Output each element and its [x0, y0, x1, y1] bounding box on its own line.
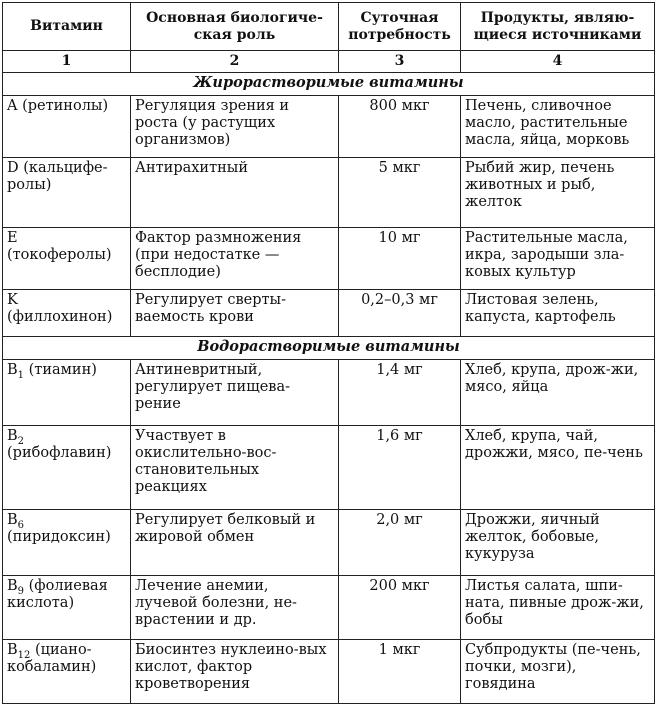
role-cell: Регулирует белковый и жировой обмен: [131, 510, 339, 576]
vitamin-cell: [3, 157, 131, 227]
vitamin-letter: E: [7, 229, 18, 246]
header-role: Основная биологиче-ская роль: [131, 3, 339, 51]
dose-cell: 10 мг: [339, 227, 461, 289]
vitamin-letter: A: [7, 97, 18, 114]
vitamin-name: (пиридоксин): [7, 529, 111, 546]
vitamin-name: (кальцифе-ролы): [7, 159, 108, 193]
dose-cell: 2,0 мг: [339, 510, 461, 576]
dose-cell: 800 мкг: [339, 95, 461, 157]
vitamin-letter: K: [7, 291, 18, 308]
sources-cell: Растительные масла, икра, зародыши зла-ковых культур: [461, 227, 655, 289]
column-number: 4: [461, 51, 655, 73]
sources-cell: Дрожжи, яичный желток, бобовые, кукуруза: [461, 510, 655, 576]
vitamin-cell: [3, 510, 131, 576]
vitamin-subscript: 9: [17, 585, 25, 597]
dose-cell: 1,4 мг: [339, 359, 461, 425]
vitamin-subscript: 6: [17, 520, 25, 531]
table-row: [3, 576, 655, 640]
sources-cell: Хлеб, крупа, дрож-жи, мясо, яйца: [461, 359, 655, 425]
vitamin-cell: [3, 425, 131, 510]
header-row: [3, 3, 655, 51]
vitamin-subscript: 2: [17, 435, 25, 447]
vitamin-letter: B: [7, 361, 18, 378]
column-number: 2: [131, 51, 339, 73]
section-row-fat: [3, 73, 655, 96]
sources-cell: Печень, сливочное масло, растительные масла, яйца, морковь: [461, 95, 655, 157]
column-number: 1: [3, 51, 131, 73]
table-row: [3, 157, 655, 227]
vitamin-cell: [3, 289, 131, 336]
table-row: [3, 359, 655, 425]
vitamin-subscript: 1: [17, 369, 25, 381]
vitamin-letter: B: [7, 427, 18, 444]
header-vitamin: Витамин: [3, 3, 131, 51]
vitamin-name: (циано-кобаламин): [7, 642, 97, 676]
role-cell: Антиневритный, регулирует пищева-рение: [131, 359, 339, 425]
dose-cell: 1,6 мг: [339, 425, 461, 510]
vitamins-table: [2, 2, 655, 704]
vitamin-letter: B: [7, 512, 18, 529]
role-cell: Биосинтез нуклеино-вых кислот, фактор кроветворения: [131, 640, 339, 704]
dose-cell: 1 мкг: [339, 640, 461, 704]
sources-cell: Рыбий жир, печень животных и рыб, желток: [461, 157, 655, 227]
vitamin-name: (рибофлавин): [7, 444, 112, 461]
dose-cell: 5 мкг: [339, 157, 461, 227]
vitamin-name: (филлохинон): [7, 308, 113, 325]
vitamin-cell: [3, 576, 131, 640]
role-cell: Антирахитный: [131, 157, 339, 227]
vitamin-name: (токоферолы): [7, 246, 112, 263]
vitamin-subscript: 12: [17, 649, 31, 661]
vitamin-cell: [3, 640, 131, 704]
sources-cell: Субпродукты (пе-чень, почки, мозги), говядина: [461, 640, 655, 704]
table-row: [3, 425, 655, 510]
header-dose: Суточная потребность: [339, 3, 461, 51]
sources-cell: Листовая зелень, капуста, картофель: [461, 289, 655, 336]
role-cell: Участвует в окислительно-вос-становительных реакциях: [131, 425, 339, 510]
dose-cell: 200 мкг: [339, 576, 461, 640]
vitamin-cell: [3, 95, 131, 157]
vitamin-letter: B: [7, 578, 18, 595]
column-number: 3: [339, 51, 461, 73]
role-cell: Регулирует сверты-ваемость крови: [131, 289, 339, 336]
vitamin-name: (тиамин): [24, 361, 97, 378]
column-number-row: [3, 51, 655, 73]
vitamin-cell: [3, 227, 131, 289]
vitamin-name: (ретинолы): [17, 97, 109, 114]
role-cell: Лечение анемии, лучевой болезни, не-врастении и др.: [131, 576, 339, 640]
section-title-fat: Жирорастворимые витамины: [3, 73, 655, 96]
vitamin-cell: [3, 359, 131, 425]
table-row: [3, 289, 655, 336]
table-row: [3, 95, 655, 157]
vitamin-name: (фолиевая кислота): [7, 578, 108, 612]
role-cell: Фактор размножения (при недостатке — бесплодие): [131, 227, 339, 289]
table-row: [3, 227, 655, 289]
section-row-water: [3, 336, 655, 359]
sources-cell: Хлеб, крупа, чай, дрожжи, мясо, пе-чень: [461, 425, 655, 510]
sources-cell: Листья салата, шпи-ната, пивные дрож-жи, бобы: [461, 576, 655, 640]
dose-cell: 0,2–0,3 мг: [339, 289, 461, 336]
table-row: [3, 510, 655, 576]
table-row: [3, 640, 655, 704]
vitamin-letter: D: [7, 159, 19, 176]
role-cell: Регуляция зрения и роста (у растущих организмов): [131, 95, 339, 157]
section-title-water: Водорастворимые витамины: [3, 336, 655, 359]
vitamin-letter: B: [7, 642, 18, 659]
header-sources: Продукты, являю-щиеся источниками: [461, 3, 655, 51]
